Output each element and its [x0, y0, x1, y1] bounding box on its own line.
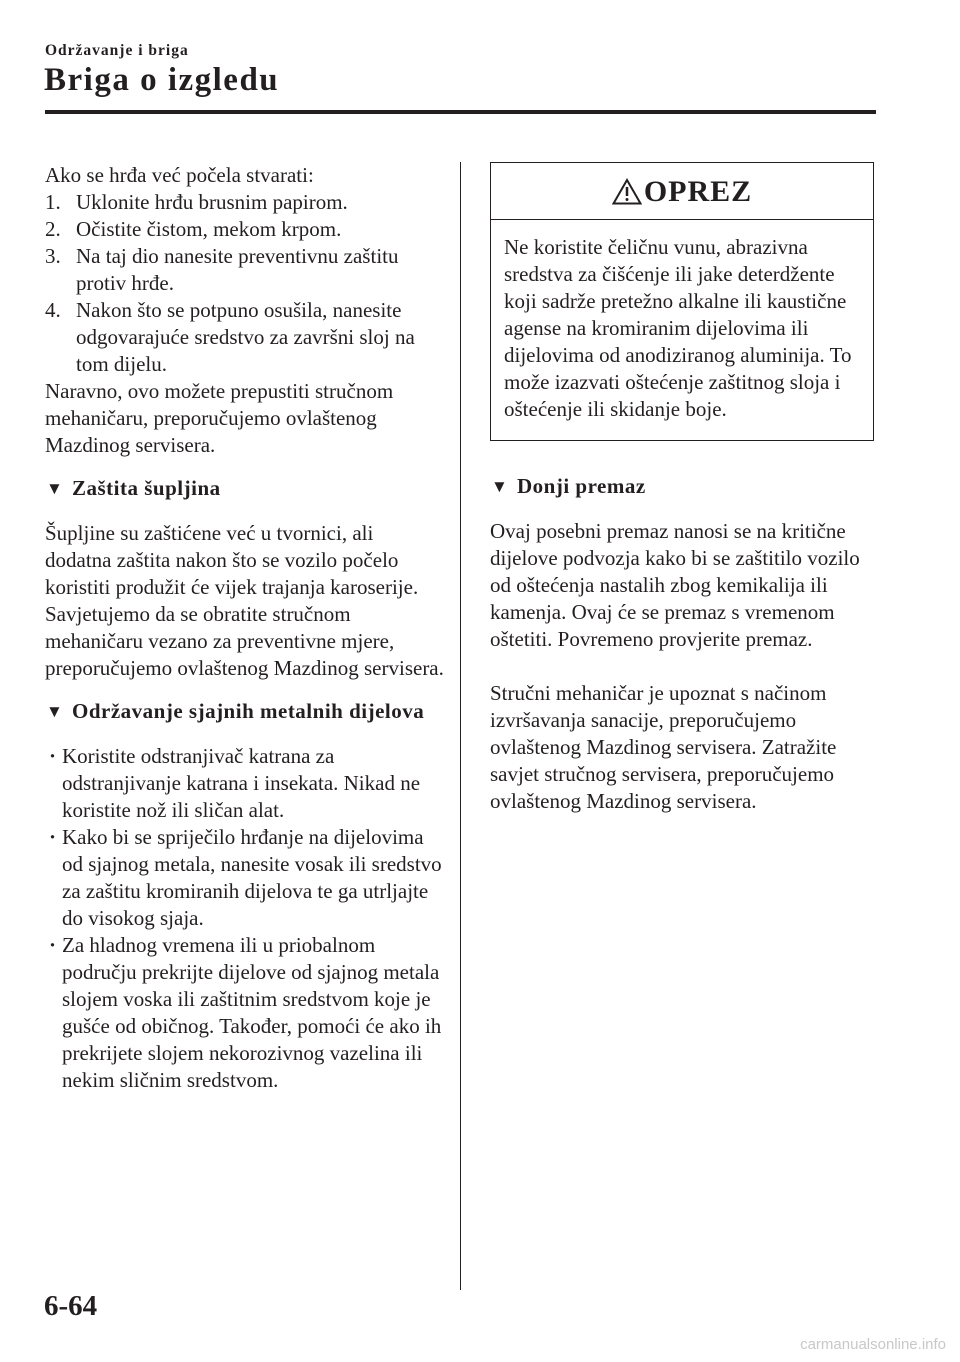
heading-cavity-protection: [45, 475, 445, 502]
page-title: Briga o izgledu: [44, 62, 280, 98]
triangle-down-icon: ▼: [46, 702, 64, 721]
left-column: [45, 162, 445, 1094]
right-column: [490, 162, 876, 815]
step-number: 4.: [45, 298, 61, 322]
bullet-text: Koristite odstranjivač katrana za odstranjivanje katrana i insekata. Nikad ne koristite nož ili sličan alat.: [62, 744, 421, 822]
heading-underbody-coating: [490, 473, 876, 500]
rust-steps: [45, 189, 445, 378]
column-divider: [460, 162, 461, 1290]
list-item: [45, 932, 445, 1094]
step-text: Na taj dio nanesite preventivnu zaštitu protiv hrđe.: [76, 244, 399, 295]
warning-icon: [612, 178, 642, 205]
caution-box: [490, 162, 874, 441]
caution-title: OPREZ: [643, 174, 753, 208]
list-item: [45, 824, 445, 932]
bullet-icon: ·: [49, 825, 57, 849]
rust-note: Naravno, ovo možete prepustiti stručnom mehaničaru, preporučujemo ovlaštenog Mazdinog servisera.: [45, 379, 394, 457]
list-item: [45, 297, 445, 378]
caution-header: [491, 163, 873, 220]
page-number: 6-64: [44, 1290, 98, 1322]
list-item: [45, 189, 445, 216]
list-item: [45, 743, 445, 824]
step-text: Nakon što se potpuno osušila, nanesite odgovarajuće sredstvo za završni sloj na tom dijelu.: [76, 298, 415, 376]
bullet-text: Kako bi se spriječilo hrđanje na dijelovima od sjajnog metala, nanesite vosak ili sredstvo za zaštitu kromiranih dijelova te ga utrljajte do visokog sjaja.: [62, 825, 442, 930]
list-item: [45, 243, 445, 297]
watermark: carmanualsonline.info: [800, 1336, 946, 1353]
list-item: [45, 216, 445, 243]
triangle-down-icon: ▼: [491, 477, 509, 496]
section-label: Održavanje i briga: [45, 42, 189, 59]
bullet-icon: ·: [49, 744, 57, 768]
underbody-paragraph-2: Stručni mehaničar je upoznat s načinom izvršavanja sanacije, preporučujemo ovlaštenog Mazdinog servisera. Zatražite savjet stručnog servisera, preporučujemo ovlaštenog Mazdinog servisera.: [490, 681, 837, 813]
heading-bright-metal: [45, 698, 445, 725]
underbody-paragraph-1: Ovaj posebni premaz nanosi se na kritične dijelove podvozja kako bi se zaštitilo vozilo od oštećenja nastalih zbog kemikalija ili kamenja. Ovaj će se premaz s vremenom oštetiti. Povremeno provjerite premaz.: [490, 519, 860, 651]
bullet-text: Za hladnog vremena ili u priobalnom području prekrijte dijelove od sjajnog metala slojem voska ili zaštitnim sredstvom koje je gušće od običnog. Također, pomoći će ako ih prekrijete slojem nekorozivnog vazelina ili nekim sličnim sredstvom.: [62, 933, 442, 1092]
title-rule: [45, 110, 876, 114]
caution-text: Ne koristite čeličnu vunu, abrazivna sredstva za čišćenje ili jake deterdžente koji sadrže pretežno alkalne ili kaustične agense na kromiranim dijelovima ili dijelovima od anodiziranog aluminija. To može izazvati oštećenje zaštitnog sloja i oštećenje ili skidanje boje.: [504, 235, 852, 421]
cavity-paragraph-2: Savjetujemo da se obratite stručnom mehaničaru vezano za preventivne mjere, preporučujemo ovlaštenog Mazdinog servisera.: [45, 602, 444, 680]
step-text: Uklonite hrđu brusnim papirom.: [76, 190, 348, 214]
triangle-down-icon: ▼: [46, 479, 64, 498]
cavity-paragraph-1: Šupljine su zaštićene već u tvornici, ali dodatna zaštita nakon što se vozilo počelo koristiti produžit će vijek trajanja karoserije.: [45, 521, 419, 599]
heading-text: Zaštita šupljina: [72, 476, 221, 500]
step-text: Očistite čistom, mekom krpom.: [76, 217, 342, 241]
step-number: 2.: [45, 217, 61, 241]
heading-text: Donji premaz: [517, 474, 646, 498]
metal-care-bullets: [45, 743, 445, 1094]
rust-intro: Ako se hrđa već počela stvarati:: [45, 163, 314, 187]
bullet-icon: ·: [49, 933, 57, 957]
step-number: 1.: [45, 190, 61, 214]
step-number: 3.: [45, 244, 61, 268]
heading-text: Održavanje sjajnih metalnih dijelova: [72, 699, 425, 723]
